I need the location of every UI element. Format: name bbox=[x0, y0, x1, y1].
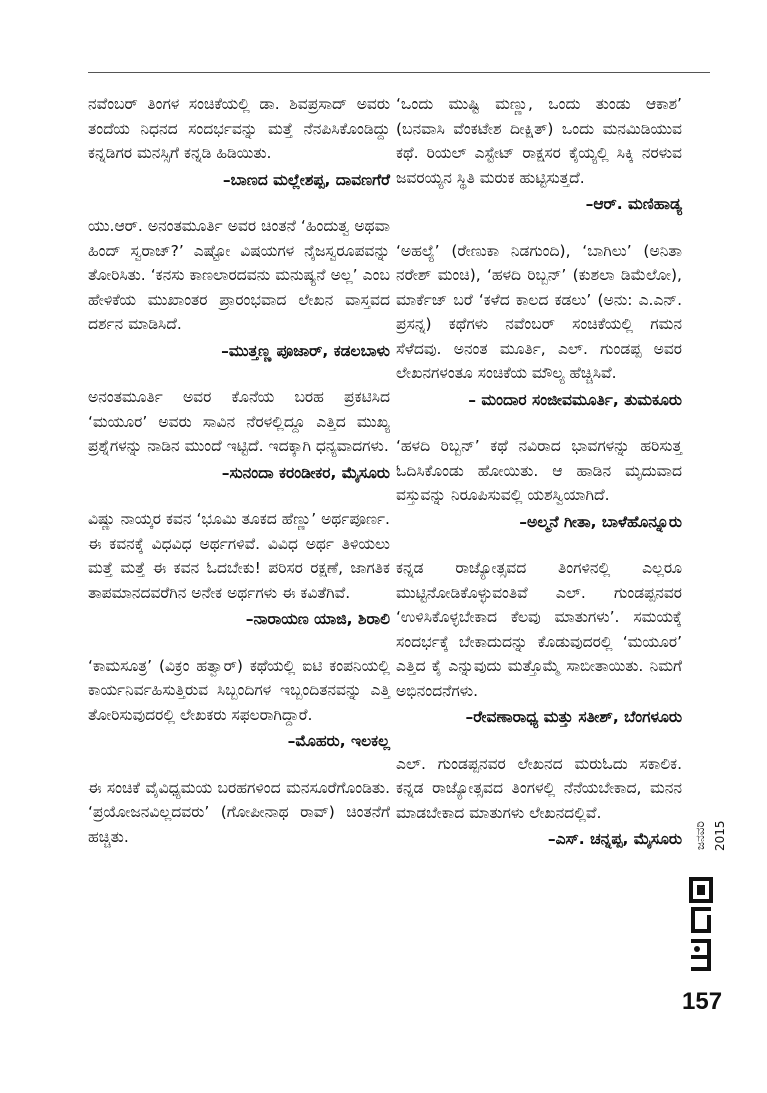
letter-author: –ಎಸ್. ಚನ್ನಪ್ಪ, ಮೈಸೂರು bbox=[547, 830, 682, 848]
letter-author: –ಅಲ್ಮನೆ ಗೀತಾ, ಬಾಳೆಹೊನ್ನೂರು bbox=[519, 512, 682, 531]
letter-text: ‘ಅಹಲ್ಯೆ’ (ರೇಣುಕಾ ನಿಡಗುಂದಿ), ‘ಬಾಗಿಲು’ (ಅನಿತಾ ನರೇಶ್ ಮಂಚಿ), ‘ಹಳದಿ ರಿಬ್ಬನ್’ (ಕುಶಲಾ ಡಿಮೆಲೋ), ಮಾರ್ಕೆಜ್ ಬರೆ ‘ಕಳೆದ ಕಾಲದ ಕಡಲು’ (ಅನು: ಎ.ಎನ್. ಪ್ರಸನ್ನ) ಕಥೆಗಳು ನವೆಂಬರ್ ಸಂಚಿಕೆಯಲ್ಲಿ ಗಮನ ಸೆಳೆದವು. ಅನಂತ ಮೂರ್ತಿ, ಎಲ್. ಗುಂಡಪ್ಪ ಅವರ ಲೇಖನಗಳಂತೂ ಸಂಚಿಕೆಯ ಮೌಲ್ಯ ಹೆಚ್ಚಿಸಿವೆ. bbox=[396, 241, 682, 382]
issue-date: ಜನವರಿ 2015 bbox=[693, 820, 727, 852]
letter-text: ನವೆಂಬರ್ ತಿಂಗಳ ಸಂಚಿಕೆಯಲ್ಲಿ ಡಾ. ಶಿವಪ್ರಸಾದ್ ಅವರು ತಂದೆಯ ನಿಧನದ ಸಂದರ್ಭವನ್ನು ಮತ್ತೆ ನೆನಪಿಸಿಕೊಂಡಿದ್ದು ಕನ್ನಡಿಗರ ಮನಸ್ಸಿಗೆ ಕನ್ನಡಿ ಹಿಡಿಯಿತು. bbox=[88, 95, 390, 162]
letters-column-right bbox=[396, 92, 682, 852]
mayura-logo-icon bbox=[689, 875, 713, 975]
letter-1 bbox=[88, 92, 390, 192]
letter-author: –ಸುನಂದಾ ಕರಂಡೀಕರ, ಮೈಸೂರು bbox=[221, 463, 390, 482]
letter-9 bbox=[396, 434, 682, 534]
header-rule bbox=[88, 72, 710, 73]
letter-6 bbox=[88, 776, 390, 850]
letter-3 bbox=[88, 385, 390, 485]
letter-11 bbox=[396, 752, 682, 852]
letter-author: –ನಾರಾಯಣ ಯಾಜಿ, ಶಿರಾಲಿ bbox=[245, 610, 390, 628]
letter-author: –ಬಾಣದ ಮಲ್ಲೇಶಪ್ಪ, ದಾವಣಗೆರೆ bbox=[222, 170, 390, 189]
letter-text: ‘ಒಂದು ಮುಷ್ಟಿ ಮಣ್ಣು, ಒಂದು ತುಂಡು ಆಕಾಶ’ (ಬನವಾಸಿ ವೆಂಕಟೇಶ ದೀಕ್ಷಿತ್) ಒಂದು ಮನಮಿಡಿಯುವ ಕಥೆ. ರಿಯಲ್ ಎಸ್ಟೇಟ್ ರಾಕ್ಷಸರ ಕೈಯ್ಯಲ್ಲಿ ಸಿಕ್ಕಿ ನರಳುವ ಜವರಯ್ಯನ ಸ್ಥಿತಿ ಮರುಕ ಹುಟ್ಟಿಸುತ್ತದೆ. bbox=[396, 95, 682, 187]
letter-7 bbox=[396, 92, 682, 217]
letter-5 bbox=[88, 654, 390, 754]
letter-4 bbox=[88, 507, 390, 632]
letter-author: –ರೇವಣಾರಾಧ್ಯ ಮತ್ತು ಸತೀಶ್, ಬೆಂಗಳೂರು bbox=[465, 708, 682, 726]
letter-text: ‘ಹಳದಿ ರಿಬ್ಬನ್’ ಕಥೆ ನವಿರಾದ ಭಾವಗಳನ್ನು ಹರಿಸುತ್ತ ಓದಿಸಿಕೊಂಡು ಹೋಯಿತು. ಆ ಹಾಡಿನ ಮೃದುವಾದ ವಸ್ತುವನ್ನು ನಿರೂಪಿಸುವಲ್ಲಿ ಯಶಸ್ವಿಯಾಗಿದೆ. bbox=[396, 437, 682, 504]
letter-author: –ಆರ್. ಮಣಿಹಾಡ್ಯ bbox=[585, 195, 682, 213]
letter-text: ಎಲ್. ಗುಂಡಪ್ಪನವರ ಲೇಖನದ ಮರುಓದು ಸಕಾಲಿಕ. ಕನ್ನಡ ರಾಜ್ಯೋತ್ಸವದ ತಿಂಗಳಲ್ಲಿ ನೆನೆಯಬೇಕಾದ, ಮನನ ಮಾಡಬೇಕಾದ ಮಾತುಗಳು ಲೇಖನದಲ್ಲಿವೆ. bbox=[396, 754, 682, 822]
letter-text: ವಿಷ್ಣು ನಾಯ್ಕರ ಕವನ ‘ಭೂಮಿ ತೂಕದ ಹೆಣ್ಣು’ ಅರ್ಥಪೂರ್ಣ. ಈ ಕವನಕ್ಕೆ ವಿಧವಿಧ ಅರ್ಥಗಳಿವೆ. ವಿವಿಧ ಅರ್ಥ ತಿಳಿಯಲು ಮತ್ತೆ ಮತ್ತೆ ಈ ಕವನ ಓದಬೇಕು! ಪರಿಸರ ರಕ್ಷಣೆ, ಜಾಗತಿಕ ತಾಪಮಾನದವರೆಗಿನ ಅನೇಕ ಅರ್ಥಗಳು ಈ ಕವಿತೆಗಿವೆ. bbox=[88, 510, 390, 602]
letter-text: ಈ ಸಂಚಿಕೆ ವೈವಿಧ್ಯಮಯ ಬರಹಗಳಿಂದ ಮನಸೂರೆಗೊಂಡಿತು. ‘ಪ್ರಯೋಜನವಿಲ್ಲದವರು’ (ಗೋಪೀನಾಥ ರಾವ್) ಚಿಂತನೆಗೆ ಹಚ್ಚಿತು. bbox=[88, 778, 390, 846]
letter-2 bbox=[88, 214, 390, 363]
page-number: 157 bbox=[682, 988, 723, 1015]
letter-author: – ಮಂದಾರ ಸಂಜೀವಮೂರ್ತಿ, ತುಮಕೂರು bbox=[468, 390, 682, 409]
letter-text: ಯು.ಆರ್. ಅನಂತಮೂರ್ತಿ ಅವರ ಚಿಂತನೆ ‘ಹಿಂದುತ್ವ ಅಥವಾ ಹಿಂದ್ ಸ್ವರಾಜ್?’ ಎಷ್ಟೋ ವಿಷಯಗಳ ನೈಜಸ್ವರೂಪವನ್ನು ತೋರಿಸಿತು. ‘ಕನಸು ಕಾಣಲಾರದವನು ಮನುಷ್ಯನೆ ಅಲ್ಲ’ ಎಂಬ ಹೇಳಿಕೆಯ ಮುಖಾಂತರ ಪ್ರಾರಂಭವಾದ ಲೇಖನ ವಾಸ್ತವದ ದರ್ಶನ ಮಾಡಿಸಿದೆ. bbox=[88, 217, 390, 333]
letter-8 bbox=[396, 239, 682, 413]
letters-column-left bbox=[88, 92, 390, 849]
letter-text: ‘ಕಾಮಸೂತ್ರ’ (ವಿಕ್ರಂ ಹತ್ವಾರ್) ಕಥೆಯಲ್ಲಿ ಐಟಿ ಕಂಪನಿಯಲ್ಲಿ ಕಾರ್ಯನಿರ್ವಹಿಸುತ್ತಿರುವ ಸಿಬ್ಬಂದಿಗಳ ಇಬ್ಬಂದಿತನವನ್ನು ಎತ್ತಿ ತೋರಿಸುವುದರಲ್ಲಿ ಲೇಖಕರು ಸಫಲರಾಗಿದ್ದಾರೆ. bbox=[88, 656, 390, 724]
letter-text: ಅನಂತಮೂರ್ತಿ ಅವರ ಕೊನೆಯ ಬರಹ ಪ್ರಕಟಿಸಿದ ‘ಮಯೂರ’ ಅವರು ಸಾವಿನ ನೆರಳಲ್ಲಿದ್ದೂ ಎತ್ತಿದ ಮುಖ್ಯ ಪ್ರಶ್ನೆಗಳನ್ನು ನಾಡಿನ ಮುಂದೆ ಇಟ್ಟಿದೆ. ಇದಕ್ಕಾಗಿ ಧನ್ಯವಾದಗಳು. bbox=[88, 388, 390, 455]
letter-text: ಕನ್ನಡ ರಾಜ್ಯೋತ್ಸವದ ತಿಂಗಳಿನಲ್ಲಿ ಎಲ್ಲರೂ ಮುಟ್ಟಿನೋಡಿಕೊಳ್ಳುವಂತಿವೆ ಎಲ್. ಗುಂಡಪ್ಪನವರ ‘ಉಳಿಸಿಕೊಳ್ಳಬೇಕಾದ ಕೆಲವು ಮಾತುಗಳು’. ಸಮಯಕ್ಕೆ ಸಂದರ್ಭಕ್ಕೆ ಬೇಕಾದುದನ್ನು ಕೊಡುವುದರಲ್ಲಿ ‘ಮಯೂರ’ ಎತ್ತಿದ ಕೈ ಎನ್ನುವುದು ಮತ್ತೊಮ್ಮೆ ಸಾಬೀತಾಯಿತು. ನಿಮಗೆ ಅಭಿನಂದನೆಗಳು. bbox=[396, 559, 682, 700]
letter-author: –ಮುತ್ತಣ್ಣ ಪೂಜಾರ್, ಕಡಲಬಾಳು bbox=[221, 341, 390, 360]
letter-10 bbox=[396, 556, 682, 730]
letter-author: –ಮೊಹರು, ಇಲಕಲ್ಲ bbox=[287, 732, 390, 750]
